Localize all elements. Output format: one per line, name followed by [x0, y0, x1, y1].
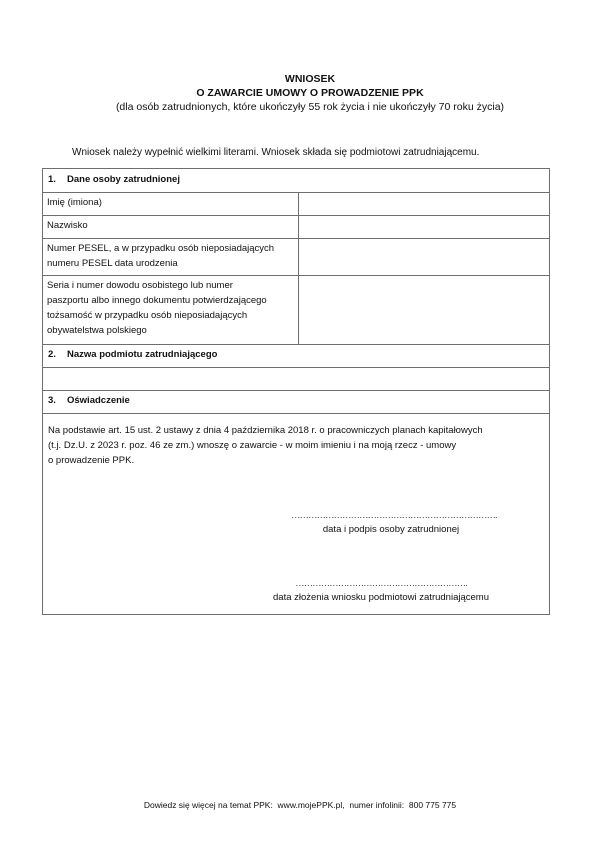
- section-1-header: [43, 169, 549, 193]
- surname-label: Nazwisko: [43, 215, 299, 238]
- signature-line[interactable]: ……………………………………………………………….: [291, 510, 497, 521]
- id-document-label-line: tożsamość w przypadku osób nieposiadających: [47, 310, 248, 321]
- pesel-label: [43, 238, 299, 275]
- section-3-header: [43, 390, 549, 414]
- id-document-field[interactable]: [299, 275, 549, 344]
- id-document-label-line: Seria i numer dowodu osobistego lub numer: [47, 280, 233, 291]
- instruction-text: Wniosek należy wypełnić wielkimi literami. Wniosek składa się podmiotowi zatrudniającemu.: [72, 147, 480, 158]
- declaration-statement: [48, 423, 543, 468]
- document-title-line2: O ZAWARCIE UMOWY O PROWADZENIE PPK: [196, 87, 424, 99]
- footer-info: Dowiedz się więcej na temat PPK: www.mojePPK.pl, numer infolinii: 800 775 775: [143, 800, 457, 810]
- section-3-number: 3.: [48, 395, 56, 406]
- first-name-label: Imię (imiona): [43, 192, 299, 215]
- section-2-header: [43, 344, 549, 368]
- section-1-title: Dane osoby zatrudnionej: [67, 174, 180, 185]
- statement-line: Na podstawie art. 15 ust. 2 ustawy z dnia 4 października 2018 r. o pracowniczych planach kapitałowych: [48, 425, 483, 436]
- document-header: [0, 72, 600, 114]
- document-title: WNIOSEK: [284, 73, 336, 85]
- section-2-number: 2.: [48, 349, 56, 360]
- surname-field[interactable]: [299, 215, 549, 238]
- submission-date-label: data złożenia wniosku podmiotowi zatrudniającemu: [273, 592, 489, 603]
- id-document-label: [43, 275, 299, 344]
- submission-date-block: [241, 577, 521, 605]
- first-name-field[interactable]: [299, 192, 549, 215]
- section-3-title: Oświadczenie: [67, 395, 130, 406]
- pesel-field[interactable]: [299, 238, 549, 275]
- application-form-table: [42, 168, 550, 615]
- employer-name-field[interactable]: [43, 367, 549, 391]
- section-2-title: Nazwa podmiotu zatrudniającego: [67, 349, 218, 360]
- id-document-label-line: paszportu albo innego dokumentu potwierdzającego: [47, 295, 267, 306]
- section-1-number: 1.: [48, 174, 56, 185]
- field-row-id-document: [43, 275, 549, 345]
- employee-signature-label: data i podpis osoby zatrudnionej: [322, 524, 460, 535]
- submission-date-line[interactable]: …………………………………………………….: [295, 578, 467, 589]
- document-subtitle: (dla osób zatrudnionych, które ukończyły 55 rok życia i nie ukończyły 70 roku życia): [115, 101, 505, 113]
- employee-signature-block: [291, 509, 497, 537]
- field-row-surname: [43, 215, 549, 239]
- field-row-pesel: [43, 238, 549, 276]
- id-document-label-line: obywatelstwa polskiego: [47, 325, 147, 336]
- statement-line: o prowadzenie PPK.: [48, 455, 135, 466]
- pesel-label-line: numeru PESEL data urodzenia: [47, 258, 178, 269]
- statement-line: (t.j. Dz.U. z 2023 r. poz. 46 ze zm.) wnoszę o zawarcie - w moim imieniu i na moją rzecz - umowy: [48, 440, 457, 451]
- pesel-label-line: Numer PESEL, a w przypadku osób nieposiadających: [47, 243, 275, 254]
- field-row-first-name: [43, 192, 549, 216]
